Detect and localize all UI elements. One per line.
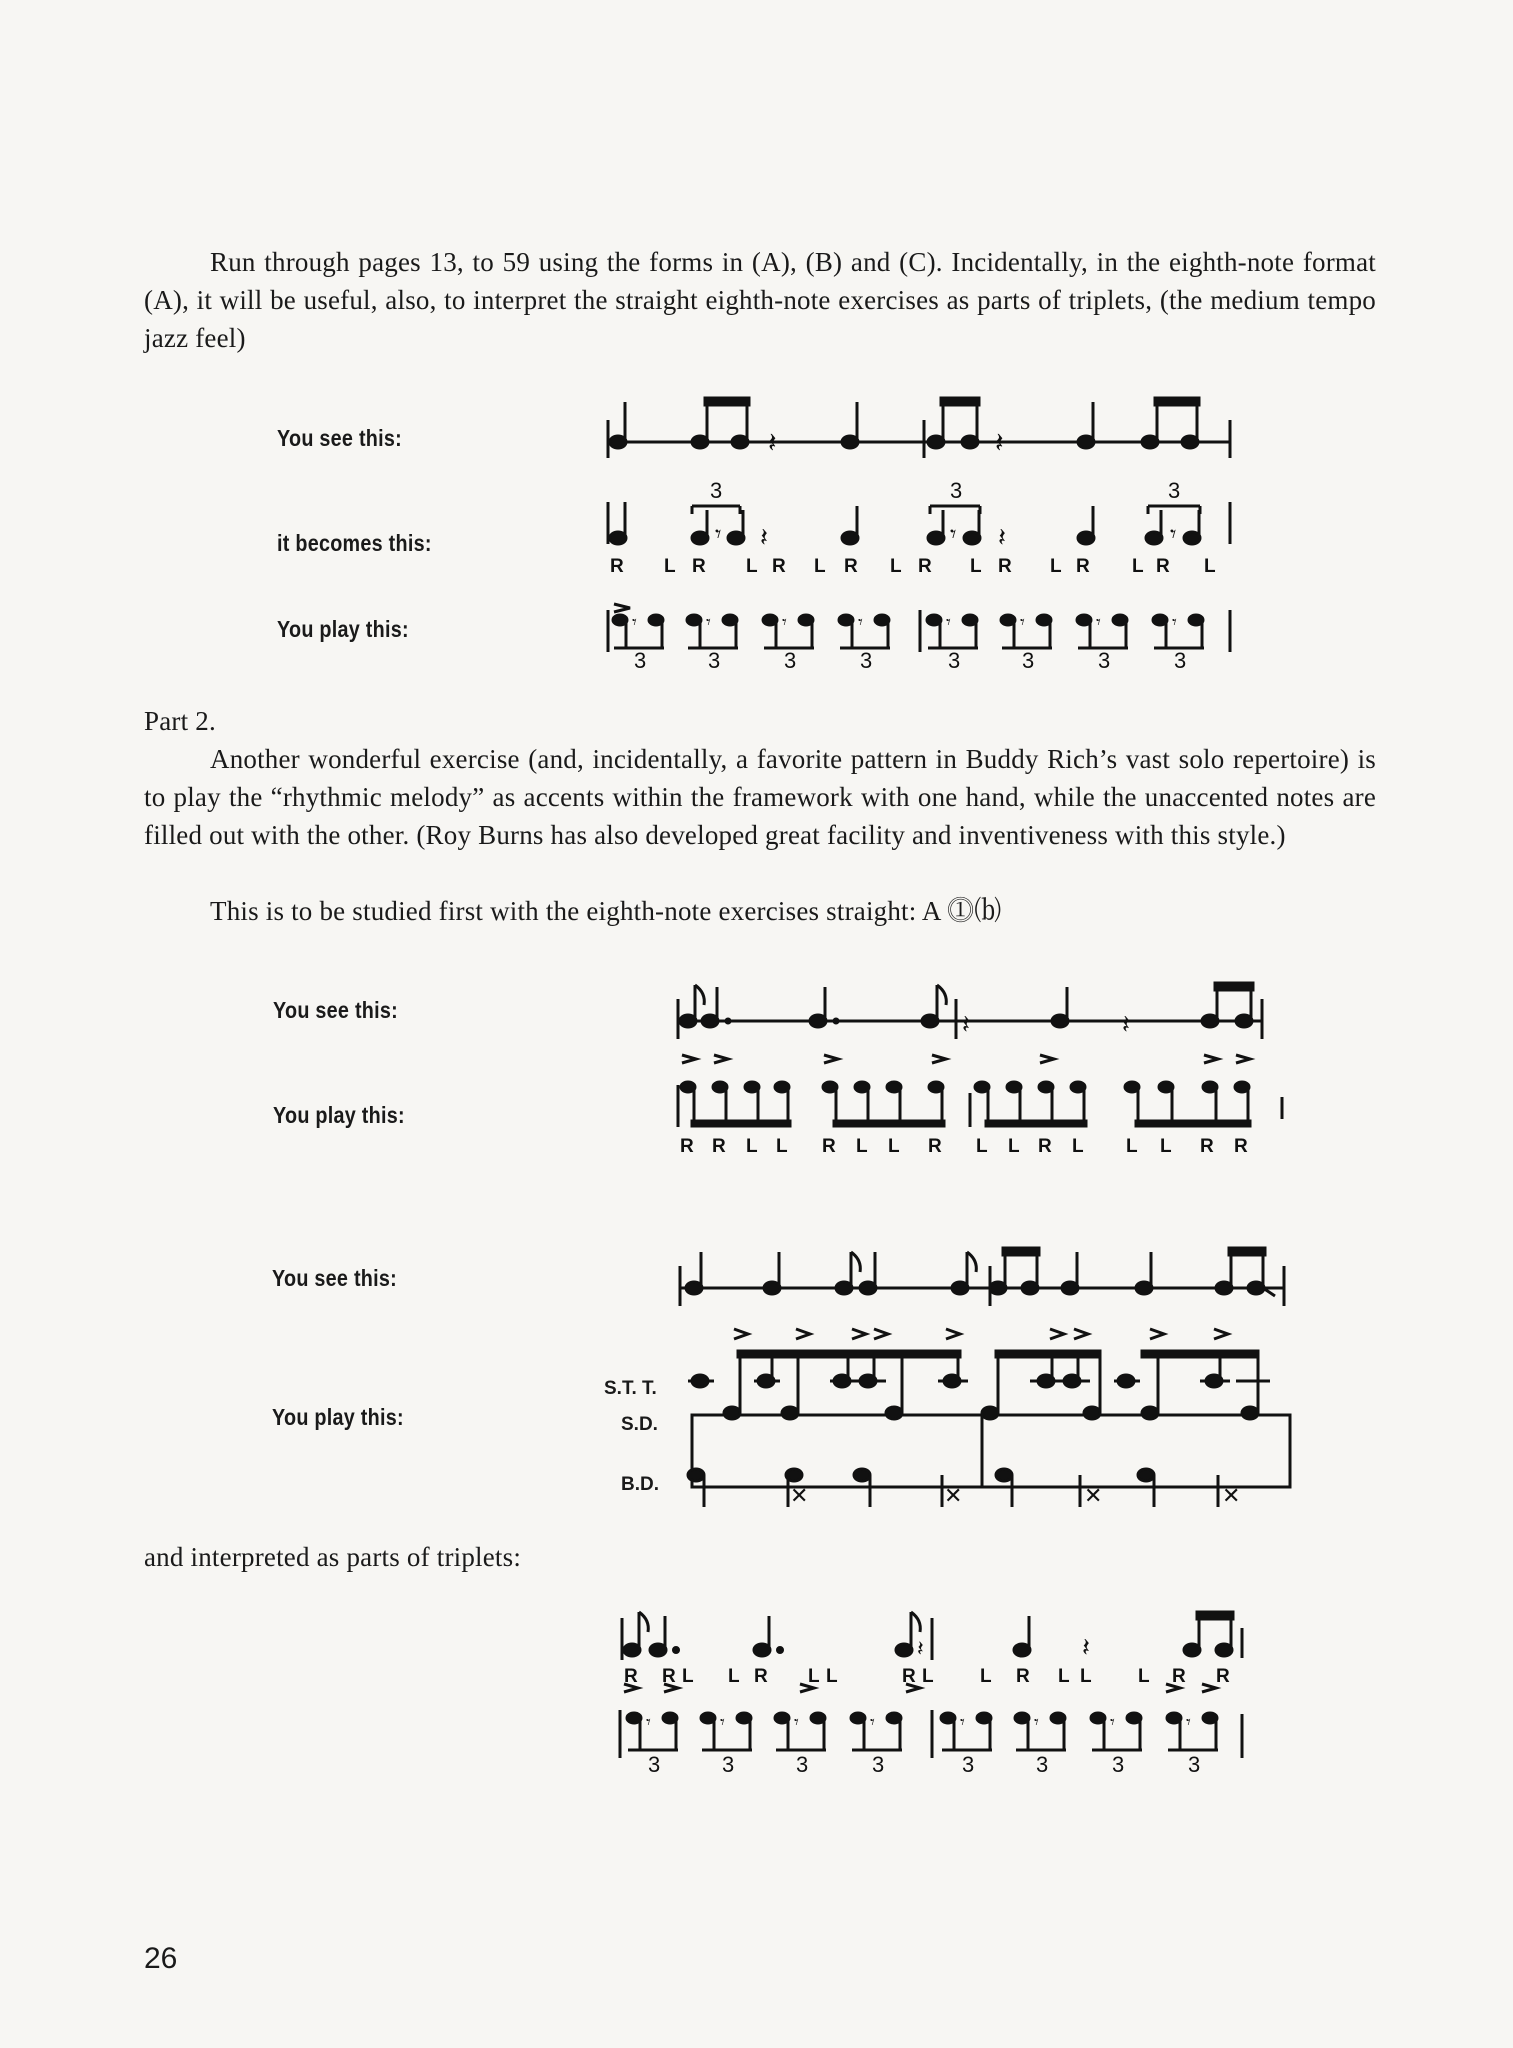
notation-example3-play (680, 1325, 1300, 1535)
sticking: L (776, 1136, 788, 1157)
sticking: R (712, 1136, 726, 1157)
sticking: R (1216, 1666, 1230, 1687)
svg-text:𝄾: 𝄾 (794, 1712, 799, 1732)
page-number: 26 (144, 1942, 178, 1975)
triplet-numeral: 3 (962, 1752, 975, 1777)
svg-text:𝄾: 𝄾 (646, 1712, 651, 1732)
sticking: L (1160, 1136, 1172, 1157)
sticking: R (1172, 1666, 1186, 1687)
svg-text:𝄾: 𝄾 (706, 612, 711, 632)
you-play-this-label-1: You play this: (277, 616, 409, 642)
svg-text:𝄽: 𝄽 (962, 1010, 970, 1039)
sticking: R (772, 556, 786, 577)
notation-example1-becomes (600, 478, 1240, 582)
triplet-numeral: 3 (1188, 1752, 1201, 1777)
notation-example4-play (612, 1682, 1252, 1777)
sticking: L (728, 1666, 740, 1687)
sticking: L (1204, 556, 1216, 577)
sticking: L (1080, 1666, 1092, 1687)
svg-text:𝄾: 𝄾 (1020, 612, 1025, 632)
triplet-figures (613, 612, 1204, 648)
notation-example2-see (670, 975, 1270, 1055)
sticking: L (888, 1136, 900, 1157)
svg-text:✕: ✕ (1222, 1483, 1241, 1508)
triplet-numeral: 3 (784, 648, 797, 673)
sticking: R (1156, 556, 1170, 577)
triplet-numeral: 3 (1098, 648, 1111, 673)
triplet-numeral: 3 (1022, 648, 1035, 673)
sticking: R (822, 1136, 836, 1157)
svg-text:𝄾: 𝄾 (1034, 1712, 1039, 1732)
sticking: L (746, 556, 758, 577)
notation-example2-play (670, 1045, 1290, 1155)
svg-text:𝄾: 𝄾 (1096, 612, 1101, 632)
sticking: L (682, 1666, 694, 1687)
svg-text:✕: ✕ (944, 1483, 963, 1508)
sticking: L (826, 1666, 838, 1687)
svg-text:𝄾: 𝄾 (946, 612, 951, 632)
triplet-numeral: 3 (648, 1752, 661, 1777)
triplet-numeral: 3 (708, 648, 721, 673)
sticking: R (692, 556, 706, 577)
drum-label-stt: S.T. T. (604, 1378, 657, 1399)
svg-text:𝄾: 𝄾 (870, 1712, 875, 1732)
sticking: L (922, 1666, 934, 1687)
sticking: R (1038, 1136, 1052, 1157)
you-play-this-label-2: You play this: (273, 1102, 405, 1128)
svg-text:𝄾: 𝄾 (632, 612, 637, 632)
sticking: L (808, 1666, 820, 1687)
triplet-numeral: 3 (950, 478, 963, 503)
you-see-this-label-1: You see this: (277, 425, 402, 451)
sticking: L (980, 1666, 992, 1687)
notation-example1-play (600, 580, 1240, 673)
accent-marks (682, 1055, 1250, 1063)
study-instruction: This is to be studied first with the eighth-note exercises straight: A ⓵⒝ (210, 896, 1002, 926)
sticking: L (1058, 1666, 1070, 1687)
sticking: L (1008, 1136, 1020, 1157)
you-see-this-label-2: You see this: (273, 997, 398, 1023)
svg-text:𝄾: 𝄾 (1170, 522, 1177, 548)
sticking: L (746, 1136, 758, 1157)
svg-text:✕: ✕ (790, 1483, 809, 1508)
triplets-caption: and interpreted as parts of triplets: (144, 1542, 522, 1572)
triplet-numeral: 3 (1168, 478, 1181, 503)
sticking: L (976, 1136, 988, 1157)
triplet-numeral: 3 (1112, 1752, 1125, 1777)
sticking: L (1138, 1666, 1150, 1687)
sticking: R (928, 1136, 942, 1157)
triplet-numeral: 3 (1174, 648, 1187, 673)
part-2-heading: Part 2. (144, 706, 216, 736)
sticking: L (814, 556, 826, 577)
svg-text:𝄽: 𝄽 (998, 523, 1006, 552)
triplet-numeral: 3 (860, 648, 873, 673)
intro-paragraph: Run through pages 13, to 59 using the forms in (A), (B) and (C). Incidentally, in the eighth-note format (A), it will be useful, also, to interpret the straight eighth-note exercises as parts of triplets, (the medium tempo jazz feel) (144, 247, 1376, 353)
you-see-this-label-3: You see this: (272, 1265, 397, 1291)
part-2-paragraph: Another wonderful exercise (and, incidentally, a favorite pattern in Buddy Rich’s vast solo repertoire) is to play the “rhythmic melody” as accents within the framework with one hand, while the unaccented notes are filled out with the other. (Roy Burns has also developed great facility and inventiveness with this style.) (144, 744, 1376, 850)
svg-text:𝄽: 𝄽 (768, 428, 777, 459)
sticking: R (624, 1666, 638, 1687)
sticking: L (1132, 556, 1144, 577)
svg-text:𝄾: 𝄾 (950, 522, 957, 548)
svg-text:✕: ✕ (1084, 1483, 1103, 1508)
sticking: L (1050, 556, 1062, 577)
svg-text:𝄽: 𝄽 (1122, 1010, 1130, 1039)
you-play-this-label-3: You play this: (272, 1404, 404, 1430)
sticking: R (662, 1666, 676, 1687)
triplet-numeral: 3 (796, 1752, 809, 1777)
svg-text:𝄾: 𝄾 (715, 522, 722, 548)
drum-label-bd: B.D. (621, 1474, 659, 1495)
sticking: R (918, 556, 932, 577)
sticking: R (998, 556, 1012, 577)
sticking: R (1016, 1666, 1030, 1687)
notation-example4-rhythm (612, 1598, 1252, 1688)
sticking: R (844, 556, 858, 577)
notation-example3-see (672, 1240, 1292, 1320)
svg-text:𝄾: 𝄾 (1110, 1712, 1115, 1732)
it-becomes-this-label: it becomes this: (277, 530, 432, 556)
triplet-numeral: 3 (948, 648, 961, 673)
svg-text:𝄾: 𝄾 (1172, 612, 1177, 632)
sticking: R (680, 1136, 694, 1157)
svg-text:𝄽: 𝄽 (760, 523, 768, 552)
sticking: R (1200, 1136, 1214, 1157)
sticking: R (610, 556, 624, 577)
svg-text:𝄾: 𝄾 (720, 1712, 725, 1732)
triplet-numeral: 3 (872, 1752, 885, 1777)
sticking: L (890, 556, 902, 577)
sticking: R (1234, 1136, 1248, 1157)
sticking: R (754, 1666, 768, 1687)
sticking: R (1076, 556, 1090, 577)
svg-text:𝄽: 𝄽 (1082, 1633, 1090, 1662)
notation-example1-see (600, 390, 1240, 470)
svg-text:𝄾: 𝄾 (782, 612, 787, 632)
triplet-numeral: 3 (722, 1752, 735, 1777)
sticking: L (1072, 1136, 1084, 1157)
drum-label-sd: S.D. (621, 1414, 658, 1435)
svg-text:𝄽: 𝄽 (995, 428, 1004, 459)
svg-text:𝄾: 𝄾 (1186, 1712, 1191, 1732)
triplet-numeral: 3 (710, 478, 723, 503)
sticking: L (1126, 1136, 1138, 1157)
sticking: L (970, 556, 982, 577)
sticking: R (902, 1666, 916, 1687)
svg-text:𝄾: 𝄾 (960, 1712, 965, 1732)
sticking: L (664, 556, 676, 577)
triplet-numeral: 3 (1036, 1752, 1049, 1777)
sticking: L (856, 1136, 868, 1157)
svg-text:𝄽: 𝄽 (917, 1636, 924, 1661)
svg-text:𝄾: 𝄾 (858, 612, 863, 632)
triplet-numeral: 3 (634, 648, 647, 673)
